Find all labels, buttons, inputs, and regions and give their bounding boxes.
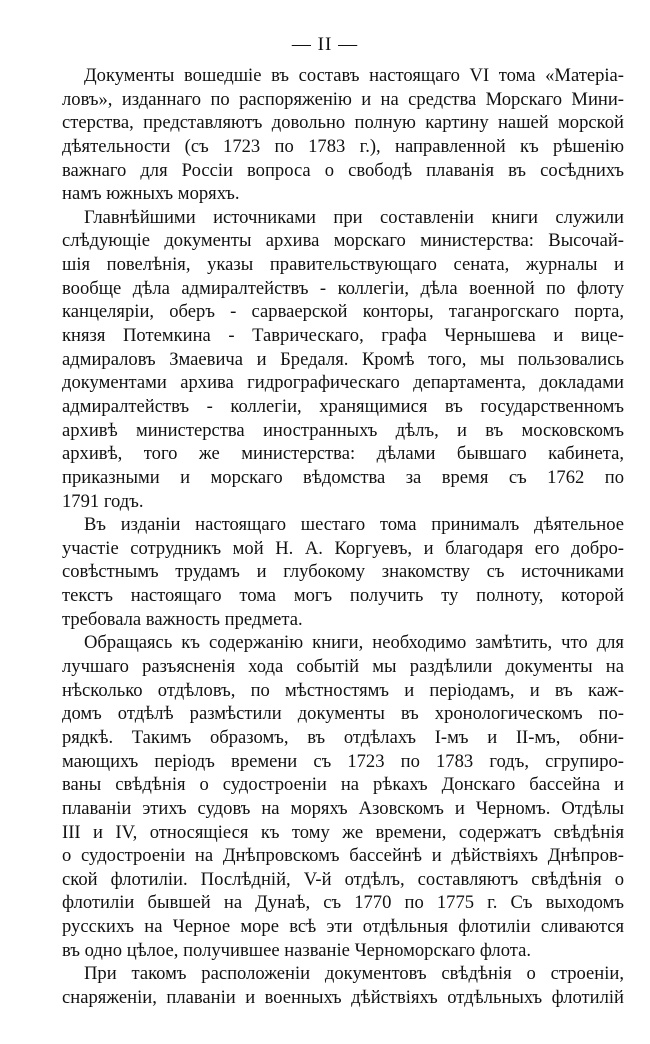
text-line: лучшаго разъясненія хода событій мы раздѣлили документы на — [62, 656, 624, 678]
text-line: рядкѣ. Такимъ образомъ, въ отдѣлахъ I-мъ и II-мъ, обни- — [62, 726, 624, 748]
text-line: Обращаясь къ содержанію книги, необходимо замѣтить, что для — [84, 632, 624, 654]
text-line: архивѣ министерства иностранныхъ дѣлъ, и въ московскомъ — [62, 419, 624, 441]
text-line: стерства, представляютъ довольно полную картину нашей морской — [62, 112, 624, 134]
paragraph — [62, 631, 624, 962]
text-line: совѣстнымъ трудамъ и глубокому знакомству съ источниками — [62, 561, 624, 583]
text-line: При такомъ расположеніи документовъ свѣдѣнія о строеніи, — [84, 963, 624, 985]
text-line: канцеляріи, оберъ - сарваерской конторы, таганрогскаго порта, — [62, 301, 624, 323]
text-line: Главнѣйшими источниками при составленіи книги служили — [84, 206, 624, 228]
text-line: ловъ», изданнаго по распоряженію и на средства Морскаго Мини- — [62, 88, 624, 110]
text-line: приказными и морскаго вѣдомства за время съ 1762 по — [62, 466, 624, 488]
page-number: — II — — [291, 34, 359, 55]
paragraph — [62, 64, 624, 206]
paragraph — [62, 513, 624, 631]
text-line: 1791 годъ. — [62, 490, 144, 512]
text-line: требовала важность предмета. — [62, 608, 303, 630]
paragraph — [62, 206, 624, 513]
text-line: домъ отдѣлѣ размѣстили документы въ хронологическомъ по- — [62, 703, 624, 725]
text-line: Документы вошедшіе въ составъ настоящаго VI тома «Матеріа- — [84, 65, 624, 86]
text-line: мающихъ періодъ времени съ 1723 по 1783 годъ, сгрупиро- — [62, 750, 624, 772]
text-line: ской флотиліи. Послѣдній, V-й отдѣлъ, составляютъ свѣдѣнія о — [62, 868, 624, 890]
body-text — [62, 64, 624, 1010]
text-line: адмиралтействъ - коллегіи, хранящимися въ государственномъ — [62, 395, 624, 417]
text-line: плаваніи этихъ судовъ на моряхъ Азовскомъ и Черномъ. Отдѣлы — [62, 797, 624, 819]
text-line: флотиліи бывшей на Дунаѣ, съ 1770 по 1775 г. Съ выходомъ — [62, 892, 624, 914]
text-line: участіе сотрудникъ мой Н. А. Коргуевъ, и благодаря его добро- — [62, 537, 624, 559]
text-line: ваны свѣдѣнія о судостроеніи на рѣкахъ Донскаго бассейна и — [62, 774, 624, 796]
text-line: Въ изданіи настоящаго шестаго тома принималъ дѣятельное — [84, 514, 624, 536]
text-line: вообще дѣла адмиралтействъ - коллегіи, дѣла военной по флоту — [62, 277, 624, 299]
text-line: о судостроеніи на Днѣпровскомъ бассейнѣ и дѣйствіяхъ Днѣпров- — [62, 845, 624, 867]
text-line: документами архива гидрографическаго департамента, докладами — [62, 372, 624, 394]
text-line: архивѣ, того же министерства: дѣлами бывшаго кабинета, — [62, 443, 624, 465]
text-line: текстъ настоящаго тома могъ получить ту полноту, которой — [62, 585, 624, 607]
text-line: дѣятельности (съ 1723 по 1783 г.), направленной къ рѣшенію — [62, 135, 624, 157]
text-line: слѣдующіе документы архива морскаго министерства: Высочай- — [62, 230, 624, 252]
paragraph — [62, 962, 624, 1009]
text-line: въ одно цѣлое, получившее названіе Черноморскаго флота. — [62, 939, 532, 961]
text-line: князя Потемкина - Таврическаго, графа Чернышева и вице- — [62, 325, 624, 347]
text-line: нѣсколько отдѣловъ, по мѣстностямъ и періодамъ, и въ каж- — [62, 679, 624, 701]
text-line: адмираловъ Змаевича и Бредаля. Кромѣ того, мы пользовались — [62, 348, 624, 370]
text-line: важнаго для Россіи вопроса о свободѣ плаванія въ сосѣднихъ — [62, 159, 624, 181]
text-line: намъ южныхъ моряхъ. — [62, 183, 240, 205]
text-line: III и IV, относящіеся къ тому же времени, содержатъ свѣдѣнія — [62, 821, 624, 843]
text-line: шія повелѣнія, указы правительствующаго сената, журналы и — [62, 254, 624, 276]
text-line: снаряженіи, плаваніи и военныхъ дѣйствіяхъ отдѣльныхъ флотилій — [62, 986, 624, 1008]
text-line: русскихъ на Черное море всѣ эти отдѣльныя флотиліи сливаются — [62, 916, 624, 938]
